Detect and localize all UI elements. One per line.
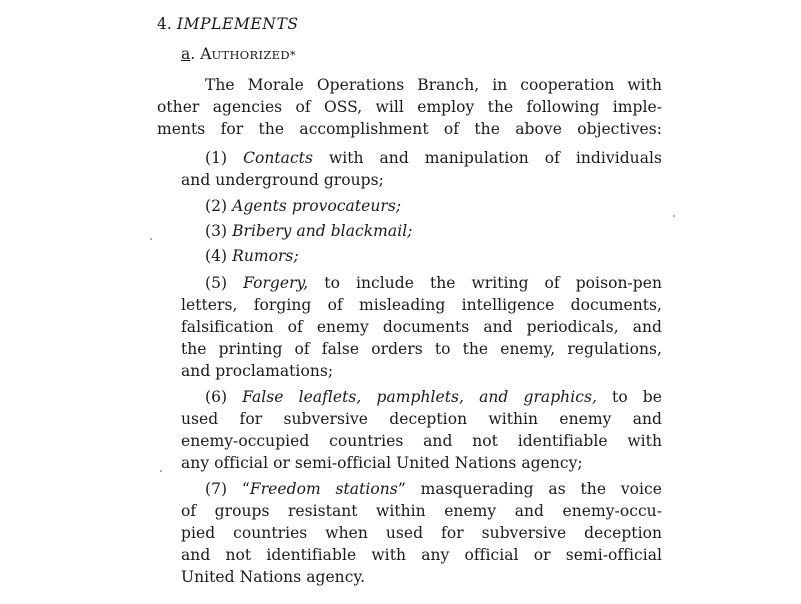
item-6-term: False leaflets, pamphlets, and graphics, (242, 388, 597, 406)
item-5-term: Forgery, (243, 274, 309, 292)
subsection-letter: a (181, 45, 191, 63)
item-5-line-5: and proclamations; (181, 362, 334, 380)
scan-speck (160, 470, 162, 472)
item-7-close-quote: ” (397, 480, 406, 498)
intro-line-3: ments for the accomplishment of the above objectives: (157, 120, 662, 138)
subsection-title-initial: A (200, 45, 212, 63)
item-5-line-1 (205, 273, 662, 293)
item-7-line-5: United Nations agency. (181, 568, 366, 586)
item-5-text: to include the writing of poison-pen (324, 274, 662, 292)
subsection-punct: . (190, 45, 196, 63)
scan-speck (673, 215, 675, 217)
item-5-line-3: falsification of enemy documents and periodicals, and (181, 318, 662, 336)
item-5-number: (5) (205, 274, 228, 292)
item-6-number: (6) (205, 388, 228, 406)
section-heading (157, 14, 299, 34)
scan-speck (150, 238, 152, 240)
item-4-number: (4) (205, 247, 228, 265)
item-5-line-2: letters, forging of misleading intelligence documents, (181, 296, 662, 314)
item-1-line-2: and underground groups; (181, 171, 384, 189)
item-1-line-1 (205, 148, 662, 168)
item-7-text: masquerading as the voice (420, 480, 663, 498)
item-4-term: Rumors; (232, 247, 299, 265)
item-7-number: (7) (205, 480, 228, 498)
item-4 (205, 246, 299, 266)
subsection-heading (181, 44, 296, 65)
item-7-term: Freedom stations (249, 480, 398, 498)
item-1-text: with and manipulation of individuals (328, 149, 663, 167)
item-7-line-2: of groups resistant within enemy and enemy-occu- (181, 502, 662, 520)
item-2-number: (2) (205, 197, 228, 215)
item-6-line-2: used for subversive deception within enemy and (181, 410, 662, 428)
intro-line-1: The Morale Operations Branch, in cooperation with (205, 76, 662, 94)
item-7-line-3: pied countries when used for subversive deception (181, 524, 662, 542)
item-7-line-4: and not identifiable with any official or semi-official (181, 546, 662, 564)
item-7-open-quote: “ (241, 480, 250, 498)
item-5-line-4: the printing of false orders to the enemy, regulations, (181, 340, 662, 358)
item-1-term: Contacts (243, 149, 313, 167)
section-title: IMPLEMENTS (176, 15, 299, 33)
item-3-number: (3) (205, 222, 228, 240)
footnote-mark: * (289, 48, 296, 62)
item-2-term: Agents provocateurs; (232, 197, 402, 215)
section-number: 4. (157, 15, 172, 33)
item-3-term: Bribery and blackmail; (232, 222, 413, 240)
item-6-line-4: any official or semi-official United Nations agency; (181, 454, 583, 472)
item-3 (205, 221, 412, 241)
item-1-number: (1) (205, 149, 228, 167)
intro-line-2: other agencies of OSS, will employ the following imple- (157, 98, 662, 116)
item-6-line-3: enemy-occupied countries and not identifiable with (181, 432, 662, 450)
item-6-text: to be (612, 388, 662, 406)
item-2 (205, 196, 401, 216)
item-6-line-1 (205, 387, 662, 407)
subsection-title-rest: UTHORIZED (211, 48, 290, 62)
item-7-line-1 (205, 479, 662, 499)
